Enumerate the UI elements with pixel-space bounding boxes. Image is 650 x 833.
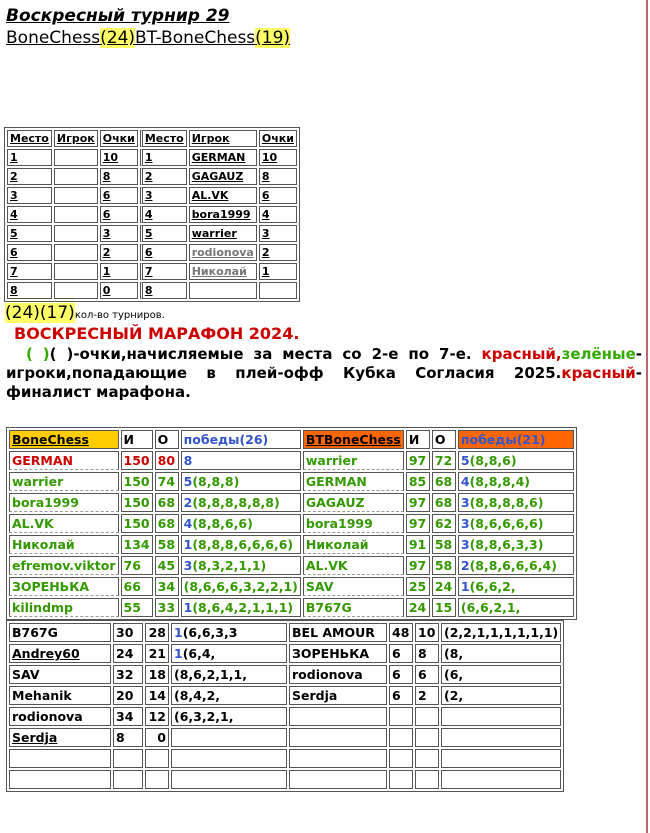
place-cell: 8 xyxy=(7,282,52,299)
wins-cell xyxy=(181,451,301,470)
wins-detail: (8,4,2, xyxy=(174,688,221,703)
teams-subtitle xyxy=(6,28,290,48)
score-cell: 80 xyxy=(155,451,179,470)
score-cell: 0 xyxy=(145,728,169,747)
player-cell xyxy=(54,225,98,242)
header-points: Очки xyxy=(100,130,138,147)
marathon-table xyxy=(6,427,577,620)
legend-text-2: -игроки,попадающие в плей-офф Кубка Согласия 2025. xyxy=(6,345,643,382)
player-name-cell-2[interactable]: rodionova xyxy=(289,665,387,684)
wins-cell-2 xyxy=(441,770,561,789)
games-cell-2: 97 xyxy=(406,514,430,533)
wins-cell xyxy=(171,644,287,663)
marathon-row xyxy=(9,556,574,575)
wins-cell xyxy=(181,514,301,533)
player-name-cell-2[interactable]: GERMAN xyxy=(303,472,404,491)
player-cell-2[interactable]: Николай xyxy=(189,263,257,280)
games-cell-2: 24 xyxy=(406,598,430,617)
games-cell-2 xyxy=(389,770,413,789)
games-cell xyxy=(113,770,143,789)
other-player-row xyxy=(9,728,561,747)
score-cell-2: 68 xyxy=(432,493,456,512)
marathon-row xyxy=(9,598,574,617)
wins-detail: (6,4, xyxy=(182,646,216,661)
points-cell-2: 8 xyxy=(259,168,297,185)
score-cell-2: 8 xyxy=(415,644,439,663)
games-cell-2: 48 xyxy=(389,623,413,642)
player-cell xyxy=(54,187,98,204)
points-cell: 6 xyxy=(100,206,138,223)
wins-cell xyxy=(181,493,301,512)
wins-cell-2 xyxy=(458,514,574,533)
player-name-cell-2[interactable]: warrier xyxy=(303,451,404,470)
wins-cell xyxy=(181,535,301,554)
wins-cell-2 xyxy=(458,577,574,596)
score-cell-2 xyxy=(415,770,439,789)
score-cell: 68 xyxy=(155,493,179,512)
other-player-row xyxy=(9,665,561,684)
legend-paren-green: ( ) xyxy=(25,345,50,363)
wins-detail: (8,8,8,6,6,6,6) xyxy=(192,537,294,552)
player-name-cell-2[interactable]: GAGAUZ xyxy=(303,493,404,512)
wins-cell xyxy=(171,686,287,705)
wins-cell-2 xyxy=(458,598,574,617)
wins-count-2: 3 xyxy=(460,516,470,531)
wins-count: 1 xyxy=(183,537,193,552)
player-name-cell[interactable]: kilindmp xyxy=(9,598,119,617)
player-name-cell-2 xyxy=(289,707,387,726)
score-cell-2: 10 xyxy=(415,623,439,642)
points-cell: 6 xyxy=(100,187,138,204)
wins-cell xyxy=(171,707,287,726)
player-name-cell[interactable]: bora1999 xyxy=(9,493,119,512)
score-cell: 28 xyxy=(145,623,169,642)
player-name-cell-2[interactable]: B767G xyxy=(303,598,404,617)
place-cell-2: 2 xyxy=(140,168,187,185)
player-name-cell-2[interactable]: Serdja xyxy=(289,686,387,705)
score-cell-2: 62 xyxy=(432,514,456,533)
games-cell: 32 xyxy=(113,665,143,684)
wins-cell-2 xyxy=(441,728,561,747)
games-cell: 76 xyxy=(121,556,153,575)
points-cell-2: 10 xyxy=(259,149,297,166)
score-cell: 21 xyxy=(145,644,169,663)
legend-text xyxy=(6,345,642,402)
player-name-cell-2 xyxy=(289,770,387,789)
wins-cell xyxy=(171,728,287,747)
place-cell: 2 xyxy=(7,168,52,185)
wins-count-2: 5 xyxy=(460,453,470,468)
wins-count-2: 4 xyxy=(460,474,470,489)
player-name-cell-2[interactable]: SAV xyxy=(303,577,404,596)
score-cell-2: 72 xyxy=(432,451,456,470)
legend-red-word: красный xyxy=(481,345,556,363)
wins-count: 5 xyxy=(183,474,193,489)
points-cell-2 xyxy=(259,282,297,299)
wins-count-2: 3 xyxy=(460,495,470,510)
player-name-cell[interactable]: Mehanik xyxy=(9,686,111,705)
wins-detail-2: (8,8,8,8,6) xyxy=(469,495,544,510)
games-cell-2: 6 xyxy=(389,665,413,684)
score-cell xyxy=(145,770,169,789)
player-name-cell-2[interactable]: bora1999 xyxy=(303,514,404,533)
games-cell-2: 25 xyxy=(406,577,430,596)
wins-cell xyxy=(171,749,287,768)
games-cell: 24 xyxy=(113,644,143,663)
legend-text-1: -очки,начисляемые за места со 2-е по 7-е. xyxy=(73,345,482,363)
score-cell: 18 xyxy=(145,665,169,684)
wins-detail: (8,8,8,8,8,8) xyxy=(192,495,280,510)
tournament-standings-table xyxy=(4,127,300,302)
place-cell: 6 xyxy=(7,244,52,261)
games-cell: 30 xyxy=(113,623,143,642)
wins-count: 4 xyxy=(183,516,193,531)
standings-row xyxy=(7,187,297,204)
player-cell-2[interactable]: AL.VK xyxy=(189,187,257,204)
games-cell-2: 97 xyxy=(406,451,430,470)
header-bonechess[interactable]: BoneChess xyxy=(9,430,119,449)
wins-cell xyxy=(171,770,287,789)
wins-cell-2 xyxy=(458,451,574,470)
team-b-name[interactable]: BT-BoneChess xyxy=(135,28,256,48)
score-cell-2: 6 xyxy=(415,665,439,684)
player-name-cell[interactable]: ЗОРЕНЬКА xyxy=(9,577,119,596)
marathon-title: ВОСКРЕСНЫЙ МАРАФОН 2024. xyxy=(14,324,300,343)
score-cell: 45 xyxy=(155,556,179,575)
player-cell xyxy=(54,206,98,223)
wins-cell-2 xyxy=(458,556,574,575)
player-cell xyxy=(54,149,98,166)
wins-count: 1 xyxy=(174,646,183,661)
legend-comma: , xyxy=(555,345,562,363)
player-name-cell[interactable]: warrier xyxy=(9,472,119,491)
score-cell-2: 58 xyxy=(432,556,456,575)
marathon-row xyxy=(9,451,574,470)
player-name-cell-2[interactable]: Николай xyxy=(303,535,404,554)
score-cell-2: 15 xyxy=(432,598,456,617)
marathon-row xyxy=(9,577,574,596)
games-cell-2: 6 xyxy=(389,686,413,705)
player-cell-2[interactable]: GAGAUZ xyxy=(189,168,257,185)
place-cell-2: 1 xyxy=(140,149,187,166)
place-cell: 7 xyxy=(7,263,52,280)
player-cell xyxy=(54,282,98,299)
games-cell-2: 91 xyxy=(406,535,430,554)
place-cell-2: 5 xyxy=(140,225,187,242)
wins-cell-2 xyxy=(441,749,561,768)
score-cell-2: 24 xyxy=(432,577,456,596)
wins-count: 3 xyxy=(183,558,193,573)
player-name-cell[interactable]: Николай xyxy=(9,535,119,554)
place-cell: 4 xyxy=(7,206,52,223)
player-name-cell[interactable]: Andrey60 xyxy=(9,644,111,663)
wins-cell xyxy=(171,623,287,642)
team-a-count: (24) xyxy=(100,28,136,48)
player-cell xyxy=(54,263,98,280)
standings-header-row xyxy=(7,130,297,147)
count-label: кол-во турниров. xyxy=(74,310,165,321)
player-name-cell[interactable]: SAV xyxy=(9,665,111,684)
score-cell-2 xyxy=(415,728,439,747)
wins-cell-2 xyxy=(458,493,574,512)
legend-red-word-2: красный xyxy=(561,364,636,382)
other-player-row xyxy=(9,770,561,789)
wins-detail: (6,3,2,1, xyxy=(174,709,234,724)
score-cell-2 xyxy=(415,707,439,726)
score-cell: 58 xyxy=(155,535,179,554)
marathon-row xyxy=(9,535,574,554)
wins-detail-2: (8,8,8,4) xyxy=(469,474,531,489)
wins-detail: (8,6,6,6,3,2,2,1) xyxy=(183,579,298,594)
wins-detail-2: (8,8,6,6,6,4) xyxy=(469,558,557,573)
wins-cell-2: (8, xyxy=(441,644,561,663)
standings-row xyxy=(7,263,297,280)
score-cell-2 xyxy=(415,749,439,768)
player-cell xyxy=(54,168,98,185)
wins-count: 1 xyxy=(183,600,193,615)
place-cell-2: 7 xyxy=(140,263,187,280)
wins-cell-2 xyxy=(441,707,561,726)
header-player-2: Игрок xyxy=(189,130,257,147)
games-cell-2: 97 xyxy=(406,556,430,575)
marathon-row xyxy=(9,472,574,491)
wins-cell xyxy=(181,577,301,596)
score-cell: 74 xyxy=(155,472,179,491)
other-player-row xyxy=(9,623,561,642)
score-cell: 14 xyxy=(145,686,169,705)
tournament-counts xyxy=(5,303,165,323)
legend-text-3: -финалист марафона. xyxy=(6,364,642,401)
player-cell-2[interactable]: GERMAN xyxy=(189,149,257,166)
wins-detail: (8,3,2,1,1) xyxy=(192,558,267,573)
games-cell-2 xyxy=(389,707,413,726)
wins-cell-2 xyxy=(458,535,574,554)
points-cell-2: 2 xyxy=(259,244,297,261)
games-cell: 150 xyxy=(121,451,153,470)
points-cell: 3 xyxy=(100,225,138,242)
wins-detail: (8,8,8) xyxy=(192,474,240,489)
other-players-table xyxy=(6,620,564,792)
legend-paren: ( ) xyxy=(49,345,74,363)
player-name-cell[interactable]: efremov.viktor xyxy=(9,556,119,575)
games-cell: 55 xyxy=(121,598,153,617)
wins-cell xyxy=(181,472,301,491)
marathon-row xyxy=(9,514,574,533)
player-name-cell-2[interactable]: BEL AMOUR xyxy=(289,623,387,642)
player-name-cell[interactable]: rodionova xyxy=(9,707,111,726)
score-cell: 34 xyxy=(155,577,179,596)
games-cell: 66 xyxy=(121,577,153,596)
header-score-2: О xyxy=(432,430,456,449)
points-cell: 10 xyxy=(100,149,138,166)
count-b: (17) xyxy=(39,303,75,323)
place-cell-2: 3 xyxy=(140,187,187,204)
wins-detail-2: (8,8,6,3,3) xyxy=(469,537,544,552)
page-title: Воскресный турнир 29 xyxy=(6,6,230,26)
player-name-cell-2[interactable]: AL.VK xyxy=(303,556,404,575)
player-name-cell[interactable]: GERMAN xyxy=(9,451,119,470)
wins-detail-2: (6,6,2,1, xyxy=(460,600,521,615)
games-cell: 134 xyxy=(121,535,153,554)
header-score: О xyxy=(155,430,179,449)
other-player-row xyxy=(9,686,561,705)
player-cell-2[interactable]: warrier xyxy=(189,225,257,242)
header-wins: победы(26) xyxy=(181,430,301,449)
games-cell: 150 xyxy=(121,472,153,491)
header-wins-2: победы(21) xyxy=(458,430,574,449)
header-player: Игрок xyxy=(54,130,98,147)
games-cell: 150 xyxy=(121,514,153,533)
wins-cell-2: (2,2,1,1,1,1,1,1) xyxy=(441,623,561,642)
wins-cell xyxy=(181,598,301,617)
wins-detail: (6,6,3,3 xyxy=(182,625,238,640)
wins-detail: (8,6,4,2,1,1,1) xyxy=(192,600,294,615)
standings-row xyxy=(7,206,297,223)
page-border-line xyxy=(646,0,648,833)
score-cell-2: 68 xyxy=(432,472,456,491)
games-cell: 20 xyxy=(113,686,143,705)
place-cell: 3 xyxy=(7,187,52,204)
player-name-cell-2 xyxy=(289,728,387,747)
games-cell-2 xyxy=(389,728,413,747)
standings-row xyxy=(7,149,297,166)
player-name-cell[interactable]: Serdja xyxy=(9,728,111,747)
wins-count: 8 xyxy=(183,453,193,468)
points-cell: 8 xyxy=(100,168,138,185)
standings-row xyxy=(7,225,297,242)
games-cell: 150 xyxy=(121,493,153,512)
points-cell-2: 6 xyxy=(259,187,297,204)
wins-count: 2 xyxy=(183,495,193,510)
standings-row xyxy=(7,168,297,185)
games-cell xyxy=(113,749,143,768)
score-cell-2: 58 xyxy=(432,535,456,554)
other-player-row xyxy=(9,707,561,726)
place-cell: 1 xyxy=(7,149,52,166)
wins-count-2: 2 xyxy=(460,558,470,573)
wins-count-2: 1 xyxy=(460,579,470,594)
score-cell-2: 2 xyxy=(415,686,439,705)
marathon-header-row xyxy=(9,430,574,449)
points-cell-2: 1 xyxy=(259,263,297,280)
score-cell: 33 xyxy=(155,598,179,617)
wins-cell xyxy=(171,665,287,684)
score-cell: 12 xyxy=(145,707,169,726)
other-player-row xyxy=(9,644,561,663)
legend-green-word: зелёные xyxy=(561,345,636,363)
team-b-count: (19) xyxy=(255,28,291,48)
player-cell-2[interactable]: rodionova xyxy=(189,244,257,261)
team-a-name[interactable]: BoneChess xyxy=(6,28,101,48)
player-cell-2[interactable]: bora1999 xyxy=(189,206,257,223)
games-cell-2: 6 xyxy=(389,644,413,663)
wins-count: 1 xyxy=(174,625,183,640)
wins-cell xyxy=(181,556,301,575)
player-name-cell[interactable]: AL.VK xyxy=(9,514,119,533)
points-cell-2: 3 xyxy=(259,225,297,242)
marathon-row xyxy=(9,493,574,512)
header-btbonechess[interactable]: BTBoneChess xyxy=(303,430,404,449)
games-cell-2: 85 xyxy=(406,472,430,491)
wins-detail-2: (6,6,2, xyxy=(469,579,516,594)
wins-detail: (8,6,2,1,1, xyxy=(174,667,247,682)
header-place-2: Место xyxy=(140,130,187,147)
place-cell-2: 4 xyxy=(140,206,187,223)
score-cell xyxy=(145,749,169,768)
header-games-2: И xyxy=(406,430,430,449)
wins-cell-2 xyxy=(458,472,574,491)
player-name-cell-2[interactable]: ЗОРЕНЬКА xyxy=(289,644,387,663)
header-points-2: Очки xyxy=(259,130,297,147)
games-cell-2 xyxy=(389,749,413,768)
score-cell: 68 xyxy=(155,514,179,533)
games-cell-2: 97 xyxy=(406,493,430,512)
wins-detail-2: (8,8,6) xyxy=(469,453,517,468)
player-name-cell[interactable]: B767G xyxy=(9,623,111,642)
other-player-row xyxy=(9,749,561,768)
player-name-cell xyxy=(9,770,111,789)
games-cell: 8 xyxy=(113,728,143,747)
standings-row xyxy=(7,282,297,299)
player-cell-2 xyxy=(189,282,257,299)
player-cell xyxy=(54,244,98,261)
wins-cell-2: (2, xyxy=(441,686,561,705)
wins-detail-2: (8,6,6,6,6) xyxy=(469,516,544,531)
points-cell-2: 4 xyxy=(259,206,297,223)
count-a: (24) xyxy=(5,303,40,323)
wins-count-2: 3 xyxy=(460,537,470,552)
wins-detail: (8,8,6,6) xyxy=(192,516,253,531)
points-cell: 1 xyxy=(100,263,138,280)
standings-row xyxy=(7,244,297,261)
points-cell: 0 xyxy=(100,282,138,299)
header-place: Место xyxy=(7,130,52,147)
points-cell: 2 xyxy=(100,244,138,261)
player-name-cell xyxy=(9,749,111,768)
wins-cell-2: (6, xyxy=(441,665,561,684)
place-cell-2: 8 xyxy=(140,282,187,299)
header-games: И xyxy=(121,430,153,449)
place-cell: 5 xyxy=(7,225,52,242)
place-cell-2: 6 xyxy=(140,244,187,261)
player-name-cell-2 xyxy=(289,749,387,768)
games-cell: 34 xyxy=(113,707,143,726)
